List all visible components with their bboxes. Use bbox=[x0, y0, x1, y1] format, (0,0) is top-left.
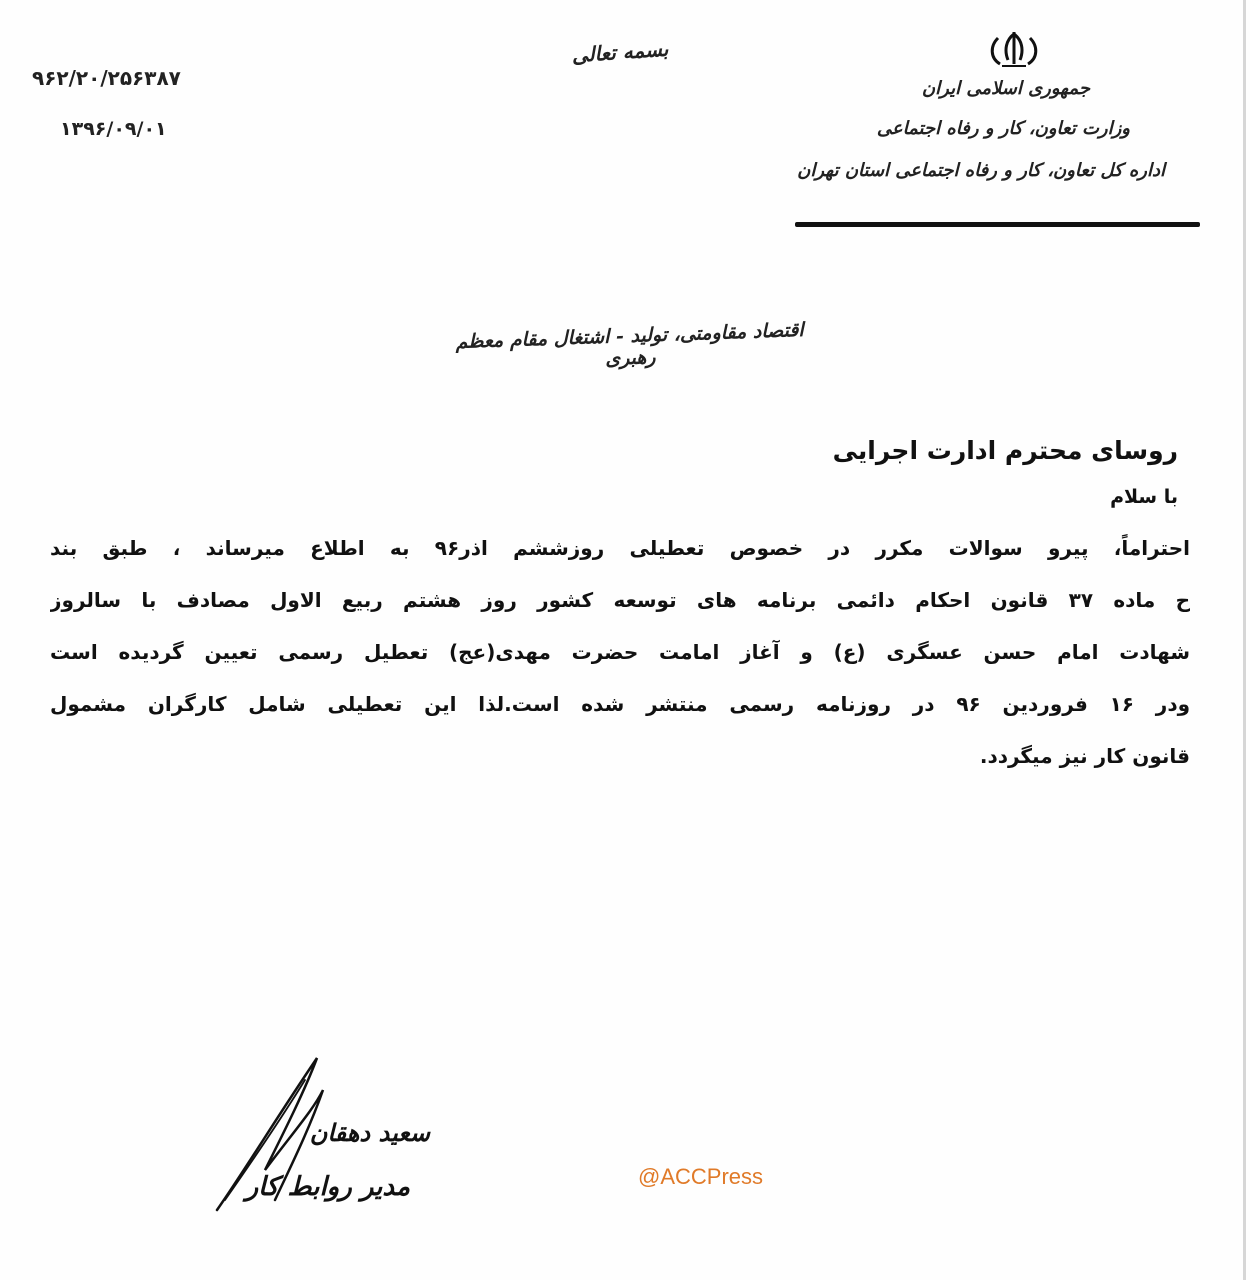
basmala: بسمه تعالی bbox=[570, 36, 670, 68]
org-line-ministry: وزارت تعاون، کار و رفاه اجتماعی bbox=[876, 118, 1130, 139]
letter-body bbox=[50, 524, 1190, 784]
salutation: روسای محترم ادارت اجرایی bbox=[832, 436, 1178, 465]
greeting: با سلام bbox=[1110, 486, 1178, 508]
iran-emblem-icon bbox=[984, 30, 1044, 70]
org-line-country: جمهوری اسلامی ایران bbox=[921, 78, 1090, 99]
header-divider bbox=[795, 222, 1200, 227]
body-line: قانون کار نیز میگردد. bbox=[979, 744, 1190, 768]
org-line-department: اداره کل تعاون، کار و رفاه اجتماعی استان تهران bbox=[797, 160, 1165, 181]
slogan: اقتصاد مقاومتی، تولید - اشتغال مقام معظم رهبری bbox=[455, 318, 805, 370]
signer-name: سعید دهقان bbox=[309, 1118, 430, 1147]
body-line: ودر ۱۶ فروردین ۹۶ در روزنامه رسمی منتشر شده است.لذا این تعطیلی شامل کارگران مشمول bbox=[50, 692, 1190, 716]
reference-number: ۹۶۲/۲۰/۲۵۶۳۸۷ bbox=[32, 66, 181, 90]
body-line: احتراماً، پیرو سوالات مکرر در خصوص تعطیلی روزششم اذر۹۶ به اطلاع میرساند ، طبق بند bbox=[50, 536, 1190, 560]
letter-date: ۱۳۹۶/۰۹/۰۱ bbox=[60, 118, 167, 140]
body-line: ح ماده ۳۷ قانون احکام دائمی برنامه های توسعه کشور روز هشتم ربیع الاول مصادف با سالروز bbox=[50, 588, 1190, 612]
page-edge bbox=[1243, 0, 1246, 1280]
body-line: شهادت امام حسن عسگری (ع) و آغاز امامت حضرت مهدی(عج) تعطیل رسمی تعیین گردیده است bbox=[50, 640, 1190, 664]
signer-title: مدیر روابط کار bbox=[245, 1172, 410, 1202]
watermark: @ACCPress bbox=[638, 1164, 764, 1189]
